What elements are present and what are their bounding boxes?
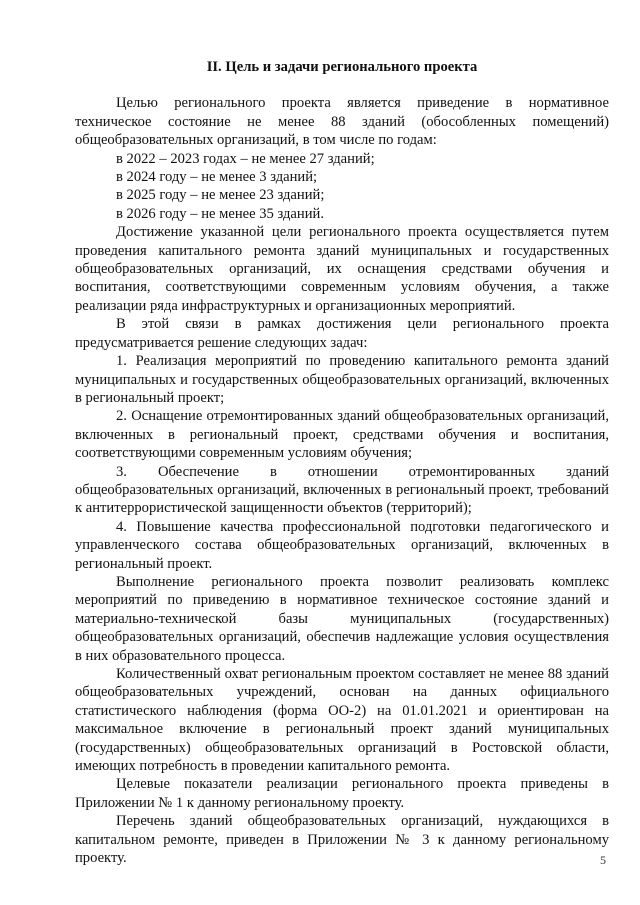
list-paragraph: Перечень зданий общеобразовательных организаций, нуждающихся в капитальном ремонте, приведен в Приложении № 3 к данному региональному проекту. xyxy=(75,813,609,867)
year-item: в 2024 году – не менее 3 зданий; xyxy=(116,169,318,186)
task-item: 3. Обеспечение в отношении отремонтированных зданий общеобразовательных организаций, включенных в региональный проект, требований к антитеррористической защищенности объектов (территорий); xyxy=(75,463,609,517)
year-item: в 2022 – 2023 годах – не менее 27 зданий; xyxy=(116,150,375,167)
page-content xyxy=(75,58,609,867)
task-item: 4. Повышение качества профессиональной подготовки педагогического и управленческого состава общеобразовательных организаций, включенных в региональный проект. xyxy=(75,518,609,572)
year-item: в 2026 году – не менее 35 зданий. xyxy=(116,205,324,222)
task-item: 1. Реализация мероприятий по проведению капитального ремонта зданий муниципальных и государственных общеобразовательных организаций, включенных в региональный проект; xyxy=(75,353,609,406)
task-item: 2. Оснащение отремонтированных зданий общеобразовательных организаций, включенных в региональный проект, средствами обучения и воспитания, соответствующими современным условиям обучения; xyxy=(75,408,609,462)
coverage-paragraph: Количественный охват региональным проектом составляет не менее 88 зданий общеобразовательных учреждений, основан на данных официального статистического наблюдения (форма ОО-2) на 01.01.2021 и ориентирован на максимальное включение в региональный проект зданий муниципальных (государственных) общеобразовательных организаций в Ростовской области, имеющих потребность в проведении капитального ремонта. xyxy=(75,666,609,775)
page-number: 5 xyxy=(600,853,606,867)
year-item: в 2025 году – не менее 23 зданий; xyxy=(116,187,325,204)
goal-paragraph: Целью регионального проекта является приведение в нормативное техническое состояние не менее 88 зданий (обособленных помещений) общеобразовательных организаций, в том числе по годам: xyxy=(75,95,609,149)
indicators-paragraph: Целевые показатели реализации регионального проекта приведены в Приложении № 1 к данному региональному проекту. xyxy=(75,776,609,811)
tasks-intro-paragraph: В этой связи в рамках достижения цели регионального проекта предусматривается решение следующих задач: xyxy=(75,316,609,351)
achievement-paragraph: Достижение указанной цели регионального проекта осуществляется путем проведения капитального ремонта зданий муниципальных и государственных общеобразовательных организаций, их оснащения средствами обучения и воспитания, соответствующими современным условиям обучения, а также реализации ряда инфраструктурных и организационных мероприятий. xyxy=(75,224,609,314)
implementation-paragraph: Выполнение регионального проекта позволит реализовать комплекс мероприятий по приведению в нормативное техническое состояние зданий и материально-технической базы муниципальных (государственных) общеобразовательных организаций, обеспечив надлежащие условия осуществления в них образовательного процесса. xyxy=(75,573,609,664)
section-heading: II. Цель и задачи регионального проекта xyxy=(206,59,478,75)
